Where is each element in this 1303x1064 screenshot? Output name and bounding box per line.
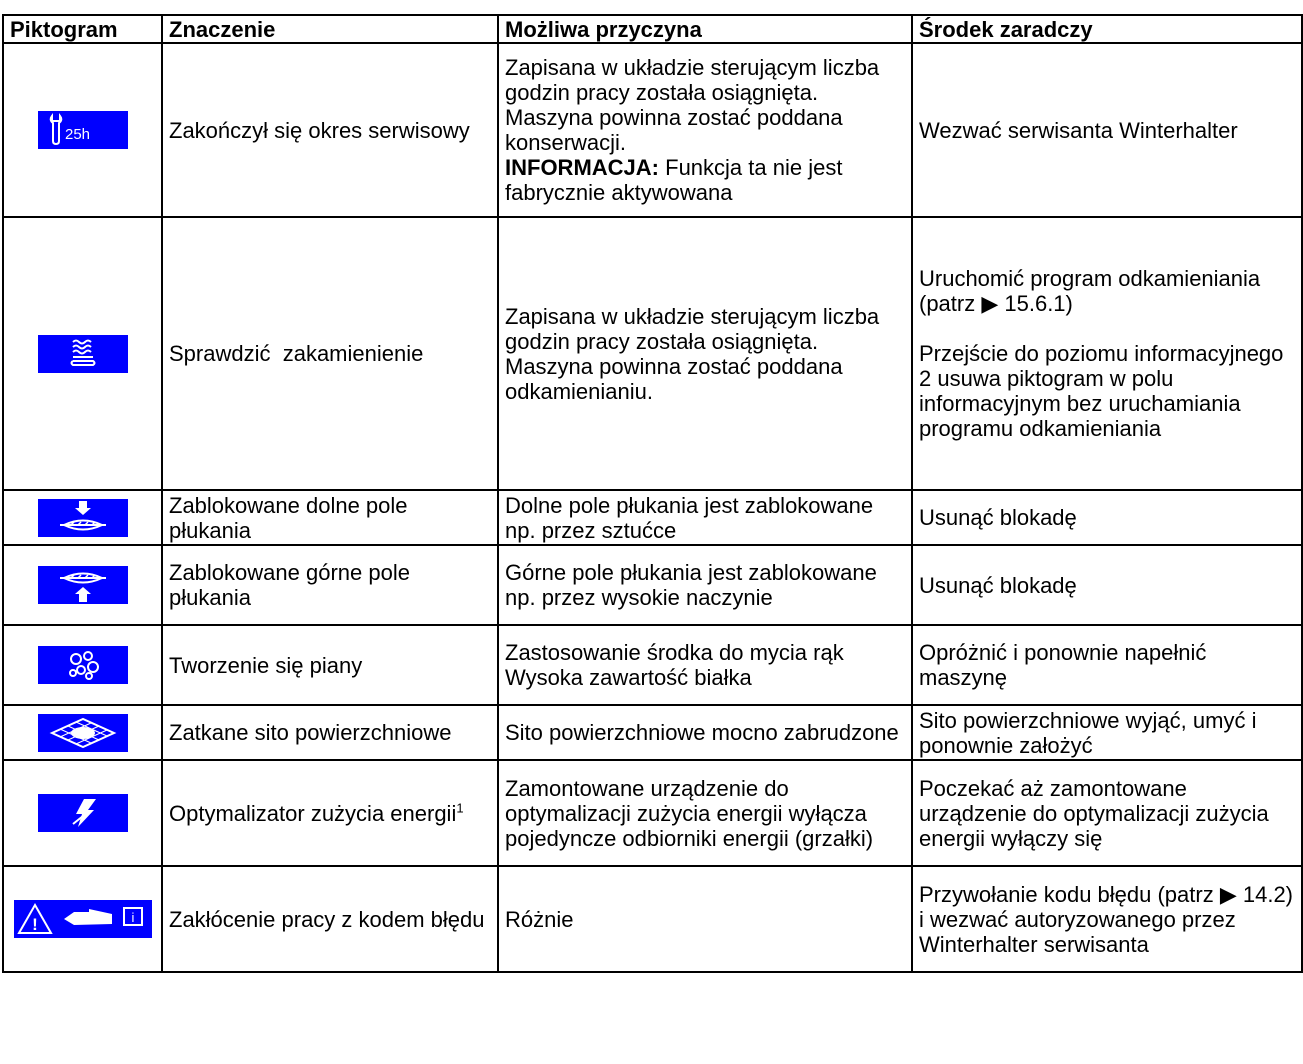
cause-cell: Zapisana w układzie sterującym liczba godzin pracy została osiągnięta. Maszyna powinna zostać poddana odkamienianiu. xyxy=(498,217,912,490)
header-remedy: Środek zaradczy xyxy=(912,15,1302,43)
remedy-cell: Opróżnić i ponownie napełnić maszynę xyxy=(912,625,1302,705)
pictogram-cell xyxy=(3,217,162,490)
pictogram-cell xyxy=(3,760,162,866)
remedy-cell xyxy=(912,217,1302,490)
service-wrench-25h-icon xyxy=(38,111,128,149)
pictogram-cell xyxy=(3,43,162,217)
pictogram-cell xyxy=(3,490,162,545)
foam-icon xyxy=(38,646,128,684)
cause-cell: Zamontowane urządzenie do optymalizacji zużycia energii wyłącza pojedyncze odbiorniki energii (grzałki) xyxy=(498,760,912,866)
meaning-cell: Sprawdzić zakamienienie xyxy=(162,217,498,490)
blocked-upper-wash-arm-icon xyxy=(38,566,128,604)
table-row xyxy=(3,490,1302,545)
table-row xyxy=(3,43,1302,217)
header-meaning: Znaczenie xyxy=(162,15,498,43)
cause-note-label: INFORMACJA: xyxy=(505,155,659,180)
pictogram-cell xyxy=(3,705,162,760)
table-row xyxy=(3,625,1302,705)
pictogram-table xyxy=(2,14,1303,973)
cause-cell: Różnie xyxy=(498,866,912,972)
warning-error-code-icon xyxy=(14,900,152,938)
meaning-text: Optymalizator zużycia energii xyxy=(169,800,457,826)
pictogram-cell xyxy=(3,866,162,972)
pictogram-cell xyxy=(3,625,162,705)
svg-text:!: ! xyxy=(31,915,38,934)
cause-text: Zapisana w układzie sterującym liczba godzin pracy została osiągnięta. Maszyna powinna zostać poddana konserwacji. xyxy=(505,55,880,155)
meaning-cell: Zakończył się okres serwisowy xyxy=(162,43,498,217)
cause-cell: Sito powierzchniowe mocno zabrudzone xyxy=(498,705,912,760)
table-row xyxy=(3,545,1302,625)
remedy-cell: Wezwać serwisanta Winterhalter xyxy=(912,43,1302,217)
meaning-cell: Tworzenie się piany xyxy=(162,625,498,705)
cause-cell xyxy=(498,43,912,217)
table-row xyxy=(3,705,1302,760)
remedy-cell: Usunąć blokadę xyxy=(912,490,1302,545)
remedy-text-2: Przejście do poziomu informacyjnego 2 usuwa piktogram w polu informacyjnym bez uruchamiania programu odkamieniania xyxy=(919,341,1284,441)
cause-text-2: Wysoka zawartość białka xyxy=(505,665,752,690)
remedy-cell: Sito powierzchniowe wyjąć, umyć i ponownie założyć xyxy=(912,705,1302,760)
pictogram-cell xyxy=(3,545,162,625)
cause-cell: Dolne pole płukania jest zablokowane np. przez sztućce xyxy=(498,490,912,545)
remedy-cell: Poczekać aż zamontowane urządzenie do optymalizacji zużycia energii wyłączy się xyxy=(912,760,1302,866)
remedy-cell: Usunąć blokadę xyxy=(912,545,1302,625)
cause-cell xyxy=(498,625,912,705)
meaning-cell: Zablokowane górne pole płukania xyxy=(162,545,498,625)
header-pictogram: Piktogram xyxy=(3,15,162,43)
meaning-cell xyxy=(162,760,498,866)
meaning-cell: Zablokowane dolne pole płukania xyxy=(162,490,498,545)
header-cause: Możliwa przyczyna xyxy=(498,15,912,43)
energy-optimizer-icon xyxy=(38,794,128,832)
cause-cell: Górne pole płukania jest zablokowane np. przez wysokie naczynie xyxy=(498,545,912,625)
cause-text: Zastosowanie środka do mycia rąk xyxy=(505,640,844,665)
table-header-row xyxy=(3,15,1302,43)
remedy-cell: Przywołanie kodu błędu (patrz ▶ 14.2) i wezwać autoryzowanego przez Winterhalter serwisanta xyxy=(912,866,1302,972)
clogged-sieve-icon xyxy=(38,714,128,752)
meaning-cell: Zatkane sito powierzchniowe xyxy=(162,705,498,760)
table-row xyxy=(3,217,1302,490)
svg-text:i: i xyxy=(131,910,134,925)
service-hours-text: 25h xyxy=(64,126,90,143)
remedy-text: Uruchomić program odkamieniania (patrz ▶ 15.6.1) xyxy=(919,266,1261,316)
limescale-icon xyxy=(38,335,128,373)
meaning-cell: Zakłócenie pracy z kodem błędu xyxy=(162,866,498,972)
blocked-lower-wash-arm-icon xyxy=(38,499,128,537)
table-row xyxy=(3,760,1302,866)
cause-note: Funkcja ta nie jest fabrycznie aktywowana xyxy=(505,155,843,205)
table-row xyxy=(3,866,1302,972)
remedy-spacer xyxy=(919,316,1295,341)
footnote-marker: 1 xyxy=(456,800,464,816)
